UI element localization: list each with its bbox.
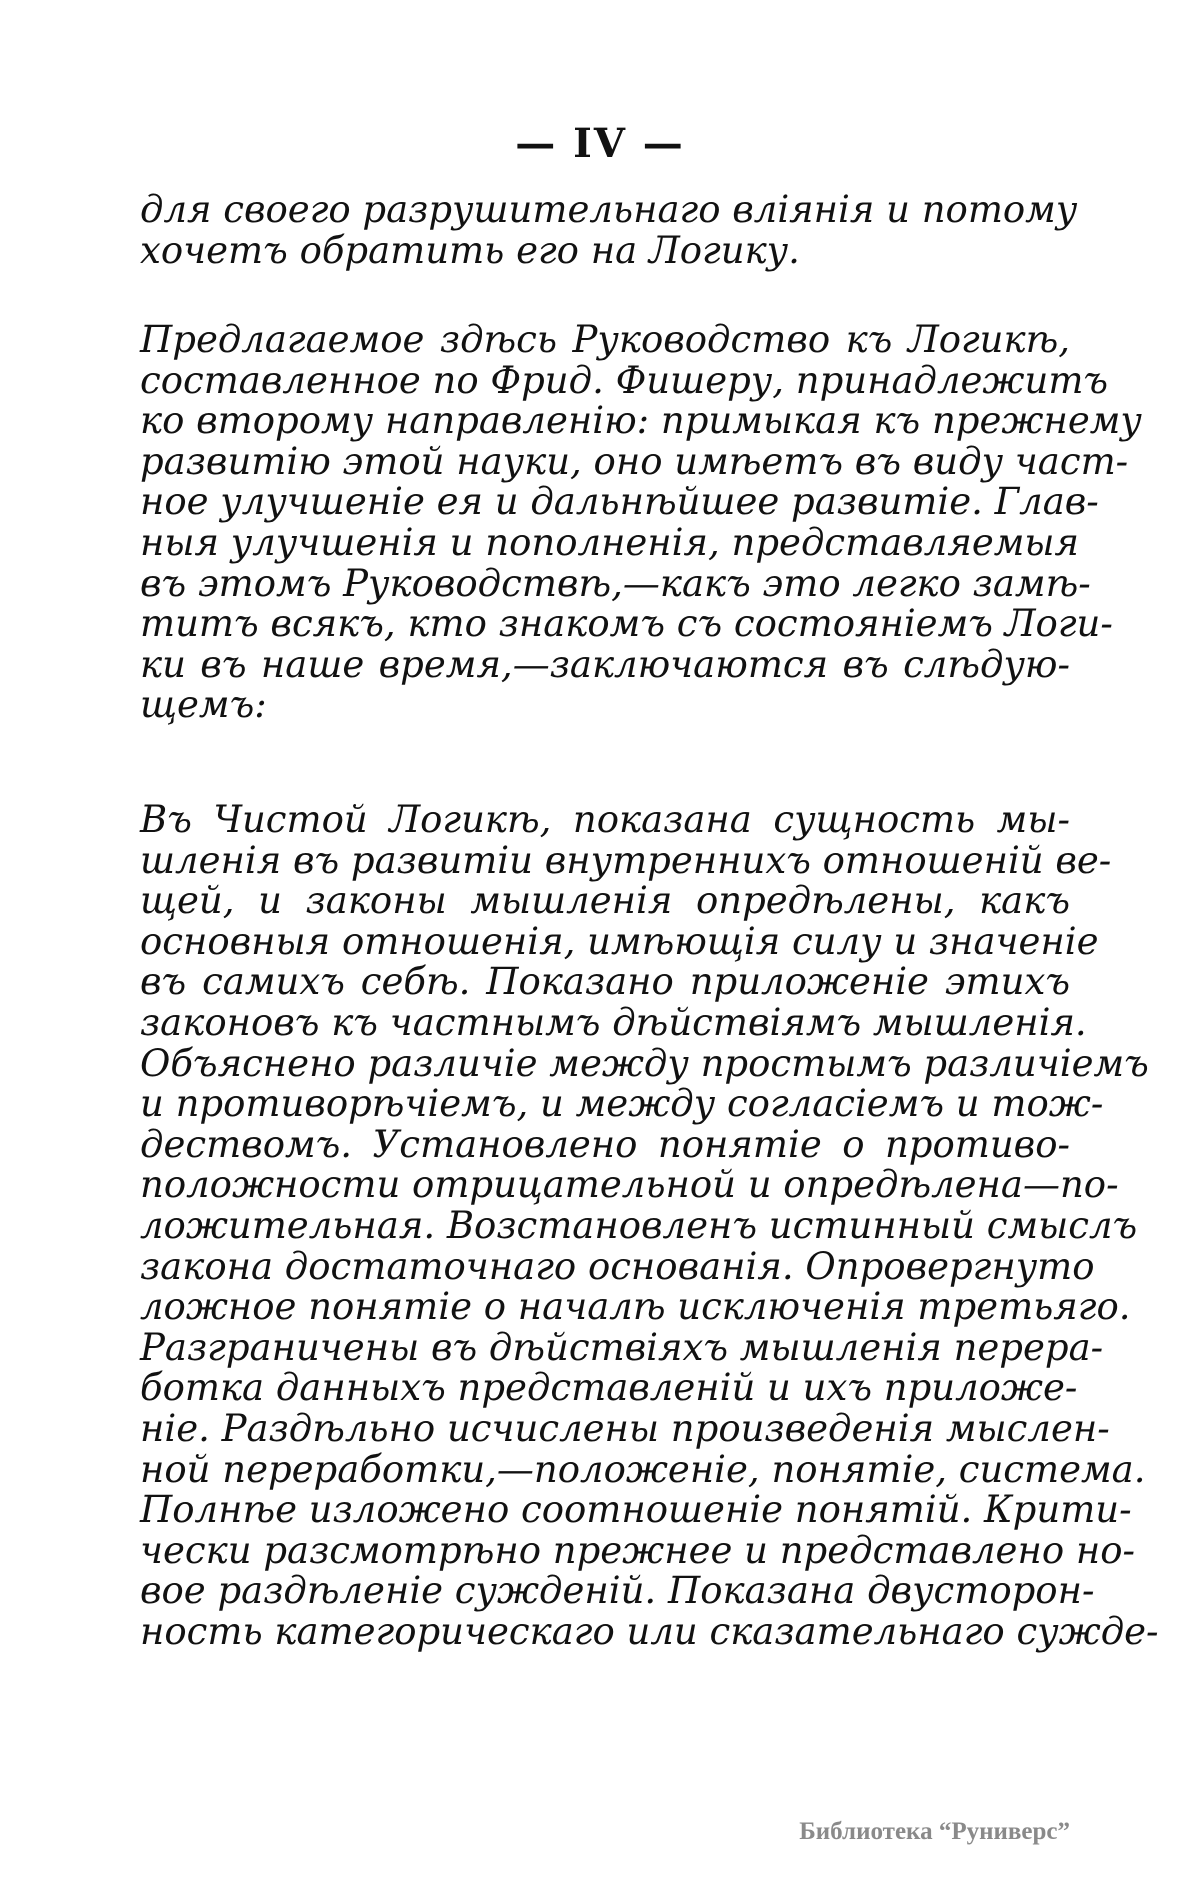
- text-line: развитію этой науки, оно имѣетъ въ виду част-: [140, 439, 1129, 483]
- text-line: шленія въ развитіи внутреннихъ отношеній ве-: [140, 838, 1112, 882]
- text-line: дествомъ. Установлено понятіе о противо-: [140, 1122, 1070, 1166]
- text-line: вое раздѣленіе сужденій. Показана двусторон-: [140, 1569, 1095, 1613]
- text-line: ніе. Раздѣльно исчислены произведенія мыслен-: [140, 1406, 1110, 1450]
- text-line: ложительная. Возстановленъ истинный смыслъ: [140, 1203, 1138, 1247]
- text-line: составленное по Фрид. Фишеру, принадлежитъ: [140, 358, 1109, 402]
- text-line: закона достаточнаго основанія. Опровергнуто: [140, 1244, 1095, 1288]
- page-number-header: — IV —: [515, 120, 685, 167]
- text-line: щемъ:: [140, 683, 267, 727]
- text-line: Разграничены въ дѣйствіяхъ мышленія перера-: [140, 1325, 1104, 1369]
- text-line: въ этомъ Руководствѣ,—какъ это легко замѣ-: [140, 561, 1091, 605]
- text-line: ко второму направленію: примыкая къ прежнему: [140, 399, 1142, 443]
- text-line: для своего разрушительнаго вліянія и потому: [140, 188, 1078, 231]
- text-line: ныя улучшенія и пополненія, представляемыя: [140, 520, 1080, 564]
- paragraph-guide-description: [140, 318, 1142, 727]
- text-line: основныя отношенія, имѣющія силу и значеніе: [140, 919, 1099, 963]
- text-line: законовъ къ частнымъ дѣйствіямъ мышленія.: [140, 1000, 1087, 1044]
- text-line: ложное понятіе о началѣ исключенія третьяго.: [140, 1285, 1131, 1329]
- text-line: Полнѣе изложено соотношеніе понятій. Крити-: [140, 1488, 1132, 1532]
- text-line: ность категорическаго или сказательнаго сужде-: [140, 1609, 1159, 1653]
- paragraph-continuation: [140, 188, 1078, 272]
- text-line: положности отрицательной и опредѣлена—по-: [140, 1163, 1119, 1207]
- text-line: Въ Чистой Логикѣ, показана сущность мы-: [140, 798, 1070, 841]
- paragraph-pure-logic: [140, 798, 1159, 1653]
- text-line: хочетъ обратить его на Логику.: [140, 228, 800, 272]
- text-line: Предлагаемое здѣсь Руководство къ Логикѣ,: [140, 318, 1070, 361]
- text-line: ботка данныхъ представленій и ихъ приложе-: [140, 1366, 1078, 1410]
- text-line: ки въ наше время,—заключаются въ слѣдую-: [140, 642, 1070, 686]
- text-line: въ самихъ себѣ. Показано приложеніе этихъ: [140, 960, 1070, 1004]
- library-watermark: Библиотека “Руниверс”: [799, 1818, 1070, 1845]
- text-line: ное улучшеніе ея и дальнѣйшее развитіе. Глав-: [140, 480, 1099, 524]
- text-line: чески разсмотрѣно прежнее и представлено но-: [140, 1528, 1136, 1572]
- text-line: Объяснено различіе между простымъ различіемъ: [140, 1041, 1149, 1085]
- text-line: титъ всякъ, кто знакомъ съ состояніемъ Логи-: [140, 602, 1113, 646]
- text-line: ной переработки,—положеніе, понятіе, система.: [140, 1447, 1146, 1491]
- text-line: щей, и законы мышленія опредѣлены, какъ: [140, 879, 1070, 923]
- text-line: и противорѣчіемъ, и между согласіемъ и тож-: [140, 1082, 1104, 1126]
